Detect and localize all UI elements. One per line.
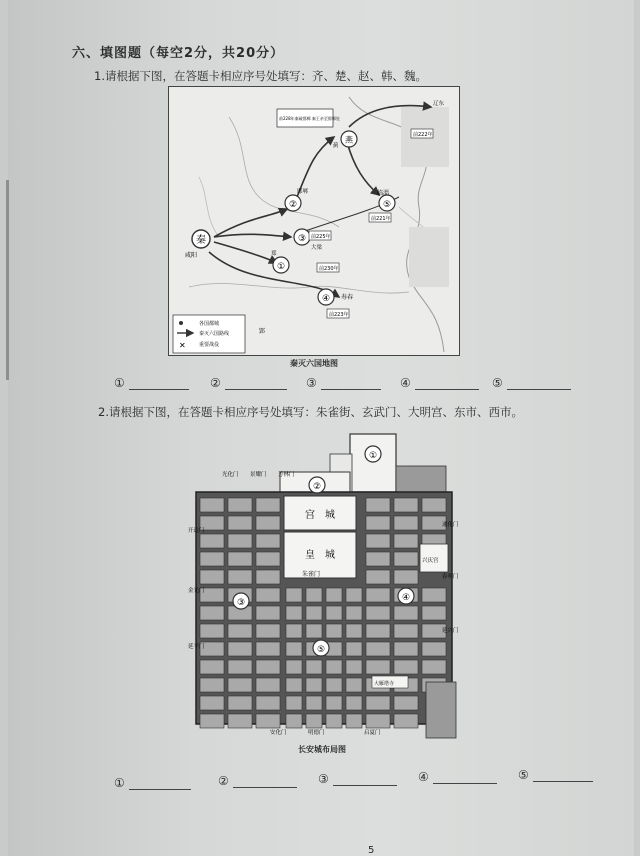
southeast-garden [426, 682, 456, 738]
ward-block [228, 570, 252, 584]
q1-blank-5[interactable]: ⑤ [492, 376, 571, 390]
gate-kaiyuan: 开远门 [188, 528, 205, 534]
ward-block [346, 678, 362, 692]
gate-chunming: 春明门 [442, 574, 459, 580]
ward-block [366, 588, 390, 602]
year-230-label: 前230年 [319, 266, 339, 272]
ward-block [256, 642, 280, 656]
battle-icon: ✕ [179, 341, 186, 350]
dayanta-label: 大雁塔寺 [374, 681, 395, 687]
ward-block [422, 498, 446, 512]
year-221-label: 前221年 [371, 216, 391, 222]
ward-block [200, 498, 224, 512]
ward-block [228, 696, 252, 710]
ward-block [394, 624, 418, 638]
ward-block [286, 696, 302, 710]
route-to-linzi [347, 142, 379, 195]
ward-block [326, 696, 342, 710]
map2-marker-4-label: ④ [401, 593, 411, 603]
daming-palace-area [350, 434, 396, 492]
map1-marker-3-label: ③ [297, 234, 307, 244]
changan-layout-map [190, 432, 462, 740]
ward-block [200, 660, 224, 674]
ward-block [422, 660, 446, 674]
ward-block [422, 588, 446, 602]
ward-block [326, 588, 342, 602]
ward-block [366, 570, 390, 584]
qin-unification-map [168, 86, 460, 356]
gate-guanghua: 光化门 [222, 472, 239, 478]
ward-block [228, 624, 252, 638]
yan-label: 燕 [345, 135, 353, 145]
palace-city-label: 宫 城 [305, 510, 335, 521]
q1-blank-4[interactable]: ④ [400, 376, 479, 390]
gate-anhua: 安化门 [270, 730, 287, 736]
ward-block [346, 606, 362, 620]
ward-block [256, 498, 280, 512]
ward-block [422, 642, 446, 656]
map2-marker-2-label: ② [312, 482, 322, 492]
ward-block [366, 714, 390, 728]
ward-block [256, 660, 280, 674]
qin-map-svg [169, 87, 459, 355]
imperial-city-label: 皇 城 [305, 550, 335, 561]
route-to-yan [297, 137, 334, 197]
q1-blank-3[interactable]: ③ [306, 376, 381, 390]
section-title: 六、填图题（每空2分，共20分） [72, 46, 285, 61]
ward-block [394, 498, 418, 512]
gate-yanping: 延平门 [188, 644, 205, 650]
ward-block [394, 534, 418, 548]
ward-block [256, 714, 280, 728]
ying-label: 郢 [259, 328, 266, 335]
ward-block [286, 624, 302, 638]
gate-yanxing: 延兴门 [442, 628, 459, 634]
ward-block [346, 660, 362, 674]
ward-block [366, 534, 390, 548]
map1-marker-5-label: ⑤ [382, 200, 392, 210]
linzi-label: 临淄 [377, 190, 390, 197]
ward-block [256, 624, 280, 638]
ward-block [326, 606, 342, 620]
map1-marker-4-label: ④ [321, 294, 331, 304]
ward-block [286, 714, 302, 728]
ward-block [306, 678, 322, 692]
year-223-label: 前223年 [329, 312, 349, 318]
ward-block [228, 534, 252, 548]
ward-block [200, 714, 224, 728]
ward-block [256, 606, 280, 620]
ward-block [366, 606, 390, 620]
zheng-label: 郑 [271, 251, 277, 257]
ward-block [306, 660, 322, 674]
ward-block [326, 624, 342, 638]
page-number: 5 [368, 845, 375, 856]
ward-block [286, 642, 302, 656]
ward-block [256, 516, 280, 530]
ward-block [326, 714, 342, 728]
ward-block [256, 696, 280, 710]
ward-block [228, 498, 252, 512]
xianyang-label: 咸阳 [185, 252, 198, 259]
qin-label: 秦 [196, 235, 206, 246]
gate-qixia: 启夏门 [364, 730, 381, 736]
map2-marker-3-label: ③ [236, 598, 246, 608]
daliang-label: 大梁 [311, 245, 323, 251]
q1-blank-2[interactable]: ② [210, 376, 287, 390]
year-225-label: 前225年 [311, 234, 331, 240]
ward-block [306, 624, 322, 638]
gate-jingyao: 景耀门 [250, 472, 267, 478]
ward-block [286, 606, 302, 620]
ward-block [394, 570, 418, 584]
ward-block [422, 606, 446, 620]
ward-block [346, 588, 362, 602]
ward-block [394, 642, 418, 656]
question-1-prompt: 1.请根据下图，在答题卡相应序号处填写：齐、楚、赵、韩、魏。 [94, 69, 427, 83]
map1-caption: 秦灭六国地图 [290, 359, 338, 368]
ward-block [326, 678, 342, 692]
ward-block [200, 696, 224, 710]
ward-block [200, 678, 224, 692]
zhuque-gate-label: 朱雀门 [302, 571, 321, 578]
route-to-daliang [214, 234, 291, 237]
ward-block [366, 660, 390, 674]
ward-block [200, 624, 224, 638]
map2-marker-1-label: ① [368, 451, 378, 461]
ward-block [256, 570, 280, 584]
map2-caption: 长安城布局图 [298, 745, 346, 754]
map1-marker-1-label: ① [276, 262, 286, 272]
ward-block [366, 624, 390, 638]
ward-block [346, 696, 362, 710]
ward-block [394, 516, 418, 530]
q2-blank-5[interactable]: ⑤ [518, 768, 593, 782]
ward-block [366, 696, 390, 710]
ward-block [256, 588, 280, 602]
legend-capital: 各国都城 [199, 321, 220, 327]
ward-block [286, 588, 302, 602]
ward-block [346, 642, 362, 656]
changan-map-svg [190, 432, 462, 740]
q2-blank-1[interactable]: ① [114, 776, 191, 790]
ward-block [200, 570, 224, 584]
ward-block [306, 588, 322, 602]
q1-blank-1[interactable]: ① [114, 376, 189, 390]
ward-block [394, 660, 418, 674]
ward-block [394, 552, 418, 566]
ward-block [286, 678, 302, 692]
legend-battle: 重要战役 [199, 342, 220, 348]
liaodong-label: 辽东 [433, 101, 445, 107]
q2-blank-3[interactable]: ③ [318, 772, 397, 786]
xingqing-label: 兴庆宫 [422, 558, 439, 564]
route-to-shouchun [209, 252, 339, 297]
route-to-zheng [214, 242, 277, 263]
shouchun-label: 寿春 [341, 294, 354, 301]
gate-jinguang: 金光门 [188, 588, 205, 594]
ward-block [256, 678, 280, 692]
q2-blank-2[interactable]: ② [218, 774, 297, 788]
ward-block [228, 552, 252, 566]
ward-block [346, 624, 362, 638]
route-to-handan [214, 209, 287, 237]
ji-label: 蓟 [333, 143, 339, 149]
question-2-prompt: 2.请根据下图，在答题卡相应序号处填写：朱雀街、玄武门、大明宫、东市、西市。 [98, 405, 523, 419]
year-222-label: 前222年 [413, 132, 433, 138]
gate-tonghua: 通化门 [442, 522, 459, 528]
page-fold-shadow [6, 180, 9, 380]
ward-block [366, 498, 390, 512]
ward-block [394, 696, 418, 710]
ward-block [366, 552, 390, 566]
map1-marker-2-label: ② [288, 200, 298, 210]
ward-block [306, 696, 322, 710]
ward-block [228, 642, 252, 656]
ward-block [366, 642, 390, 656]
ward-block [306, 606, 322, 620]
northeast-park [396, 466, 446, 492]
ward-block [200, 606, 224, 620]
ward-block [306, 714, 322, 728]
ward-block [200, 534, 224, 548]
ward-block [346, 714, 362, 728]
q2-blank-4[interactable]: ④ [418, 770, 497, 784]
gate-fanglin: 芳林门 [278, 472, 295, 478]
map2-marker-5-label: ⑤ [316, 645, 326, 655]
handan-label: 邯郸 [297, 189, 309, 195]
ward-block [228, 516, 252, 530]
ward-block [286, 660, 302, 674]
ward-block [366, 516, 390, 530]
ward-block [256, 552, 280, 566]
ward-block [228, 660, 252, 674]
ward-block [256, 534, 280, 548]
ward-block [326, 660, 342, 674]
gate-mingde: 明德门 [308, 730, 325, 736]
legend-route: 秦灭六国路线 [199, 331, 230, 337]
ward-block [228, 714, 252, 728]
note-text: 前228年秦破邯郸 秦王亲至邯郸处 [279, 116, 340, 121]
ward-block [394, 714, 418, 728]
ward-block [200, 552, 224, 566]
ward-block [228, 678, 252, 692]
ward-block [394, 606, 418, 620]
